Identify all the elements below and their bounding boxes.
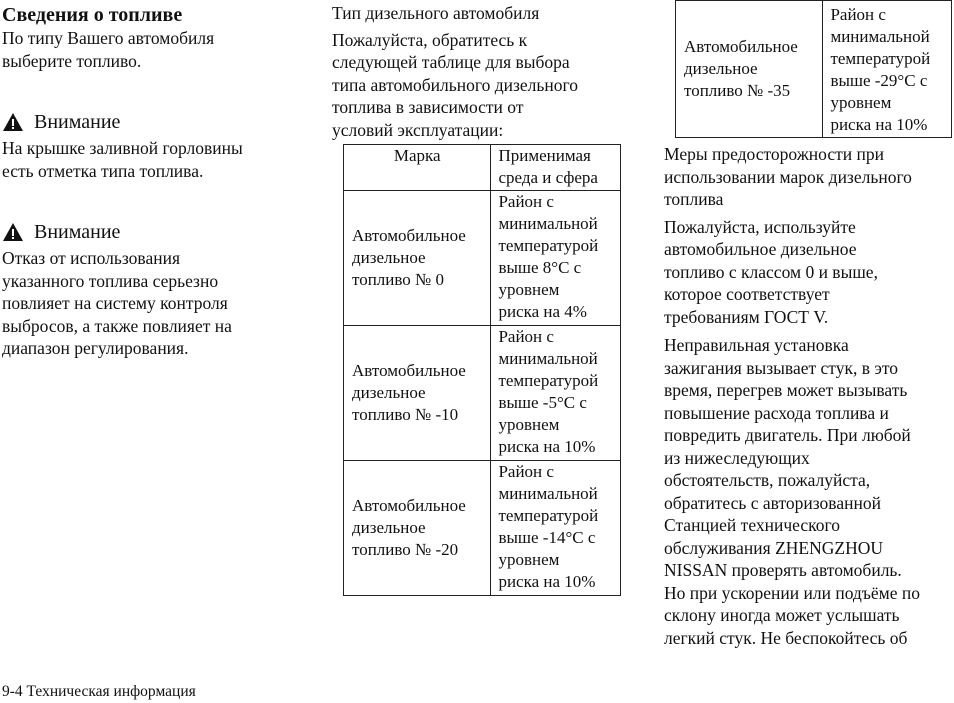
text-line: На крышке заливной горловины [2,138,243,158]
text-line: Автомобильное [352,496,466,515]
text-line: Автомобильное [352,226,466,245]
warning-text [2,247,302,360]
text-line: Район с [830,5,886,24]
text-line: Отказ от использования [2,248,180,268]
text-line: легкий стук. Не беспокойтесь об [664,627,908,648]
environment-cell [491,326,621,461]
fuel-table-continued [675,0,952,138]
text-line: Пожалуйста, используйте [664,216,856,237]
text-line: температурой [830,49,931,68]
warning-heading [2,220,302,244]
text-line: дизельное [352,383,426,402]
text-line: обслуживания ZHENGZHOU [664,537,883,558]
text-line: минимальной [498,484,598,503]
text-line: температурой [498,236,599,255]
header-brand: Марка [344,145,491,191]
column-middle [332,0,632,141]
section-title: Сведения о топливе [2,4,183,26]
column-right [664,134,954,649]
text-line: Район с [498,192,554,211]
text-line: Автомобильное [352,361,466,380]
warning-heading [2,110,302,134]
text-line: следующей таблице для выбора [332,52,570,72]
warning-text [2,137,302,182]
text-line: NISSAN проверять автомобиль. [664,560,902,580]
text-line: Район с [498,327,554,346]
text-line: риска на 10% [498,437,596,456]
table-row [676,1,952,138]
table-row [344,191,621,326]
text-line: из нижеследующих [664,447,810,468]
text-line: типа автомобильного дизельного [332,74,579,95]
text-line: использовании марок дизельного [664,166,912,187]
text-line: уровнем [498,280,560,299]
text-line: уровнем [498,415,560,434]
text-line: Но при ускорении или подъёме по [664,582,920,603]
text-line: топливо № -10 [352,405,459,424]
brand-cell [676,1,823,138]
text-line: зажигания вызывает стук, в это [664,357,899,378]
text-line: дизельное [352,518,426,537]
text-line: есть отметка типа топлива. [2,160,204,181]
intro-paragraph [332,29,632,142]
text-line: Автомобильное [684,37,798,56]
page-footer: 9-4 Техническая информация [2,683,196,700]
text-line: топлива в зависимости от [332,97,524,117]
table-row [344,326,621,461]
text-line: риска на 10% [830,115,928,134]
environment-cell [491,461,621,596]
text-line: среда и сфера [498,168,598,187]
text-line: минимальной [830,27,930,46]
text-line: выше -29°C с [830,71,928,90]
text-line: температурой [498,371,599,390]
text-line: выбросов, а также повлияет на [2,315,232,336]
intro-paragraph [2,27,302,72]
text-line: Район с [498,462,554,481]
text-line: обратитесь с авторизованной [664,492,881,513]
table-row [344,461,621,596]
text-line: топливо № -20 [352,540,459,559]
text-line: Неправильная установка [664,335,849,355]
text-line: топливо с классом 0 и выше, [664,261,878,282]
brand-cell [344,461,491,596]
text-line: топлива [664,189,724,209]
text-line: уровнем [498,550,560,569]
text-line: повредить двигатель. При любой [664,425,911,445]
text-line: выше -5°C с [498,393,587,412]
subsection-heading: Тип дизельного автомобиля [332,3,540,23]
text-line: Пожалуйста, обратитесь к [332,29,528,50]
text-line: обстоятельств, пожалуйста, [664,470,871,490]
text-line: повлияет на систему контроля [2,293,228,313]
brand-cell [344,191,491,326]
brand-cell [344,326,491,461]
text-line: выберите топливо. [2,50,142,71]
text-line: минимальной [498,349,598,368]
fuel-table [343,144,621,596]
text-line: которое соответствует [664,284,830,304]
text-line: требованиям ГОСТ V. [664,306,829,327]
warning-icon [2,222,24,242]
text-line: минимальной [498,214,598,233]
environment-cell [491,191,621,326]
warning-label: Внимание [34,111,121,133]
column-left [2,0,302,360]
text-line: дизельное [352,248,426,267]
text-line: указанного топлива серьезно [2,270,219,291]
table-header-row [344,145,621,191]
header-environment [491,145,621,191]
text-line: выше -14°C с [498,528,596,547]
warning-icon [2,112,24,132]
text-line: температурой [498,506,599,525]
text-line: склону иногда может услышать [664,605,900,625]
text-line: Меры предосторожности при [664,144,884,164]
text-line: дизельное [684,59,758,78]
text-line: выше 8°C с [498,258,582,277]
text-line: время, перегрев может вызывать [664,380,908,400]
text-line: По типу Вашего автомобиля [2,28,215,48]
text-line: Применимая [498,146,591,165]
text-line: Станцией технического [664,515,840,535]
text-line: риска на 10% [498,572,596,591]
text-line: диапазон регулирования. [2,338,189,358]
text-line: топливо № -35 [684,81,791,100]
text-line: условий эксплуатации: [332,119,504,140]
environment-cell [823,1,952,138]
text-line: автомобильное дизельное [664,239,857,259]
text-line: повышение расхода топлива и [664,402,889,423]
knock-paragraph [664,334,954,649]
text-line: топливо № 0 [352,270,445,289]
text-line: риска на 4% [498,302,587,321]
precautions-heading [664,143,954,211]
text-line: уровнем [830,93,892,112]
recommendation-paragraph [664,216,954,329]
warning-label: Внимание [34,221,121,243]
